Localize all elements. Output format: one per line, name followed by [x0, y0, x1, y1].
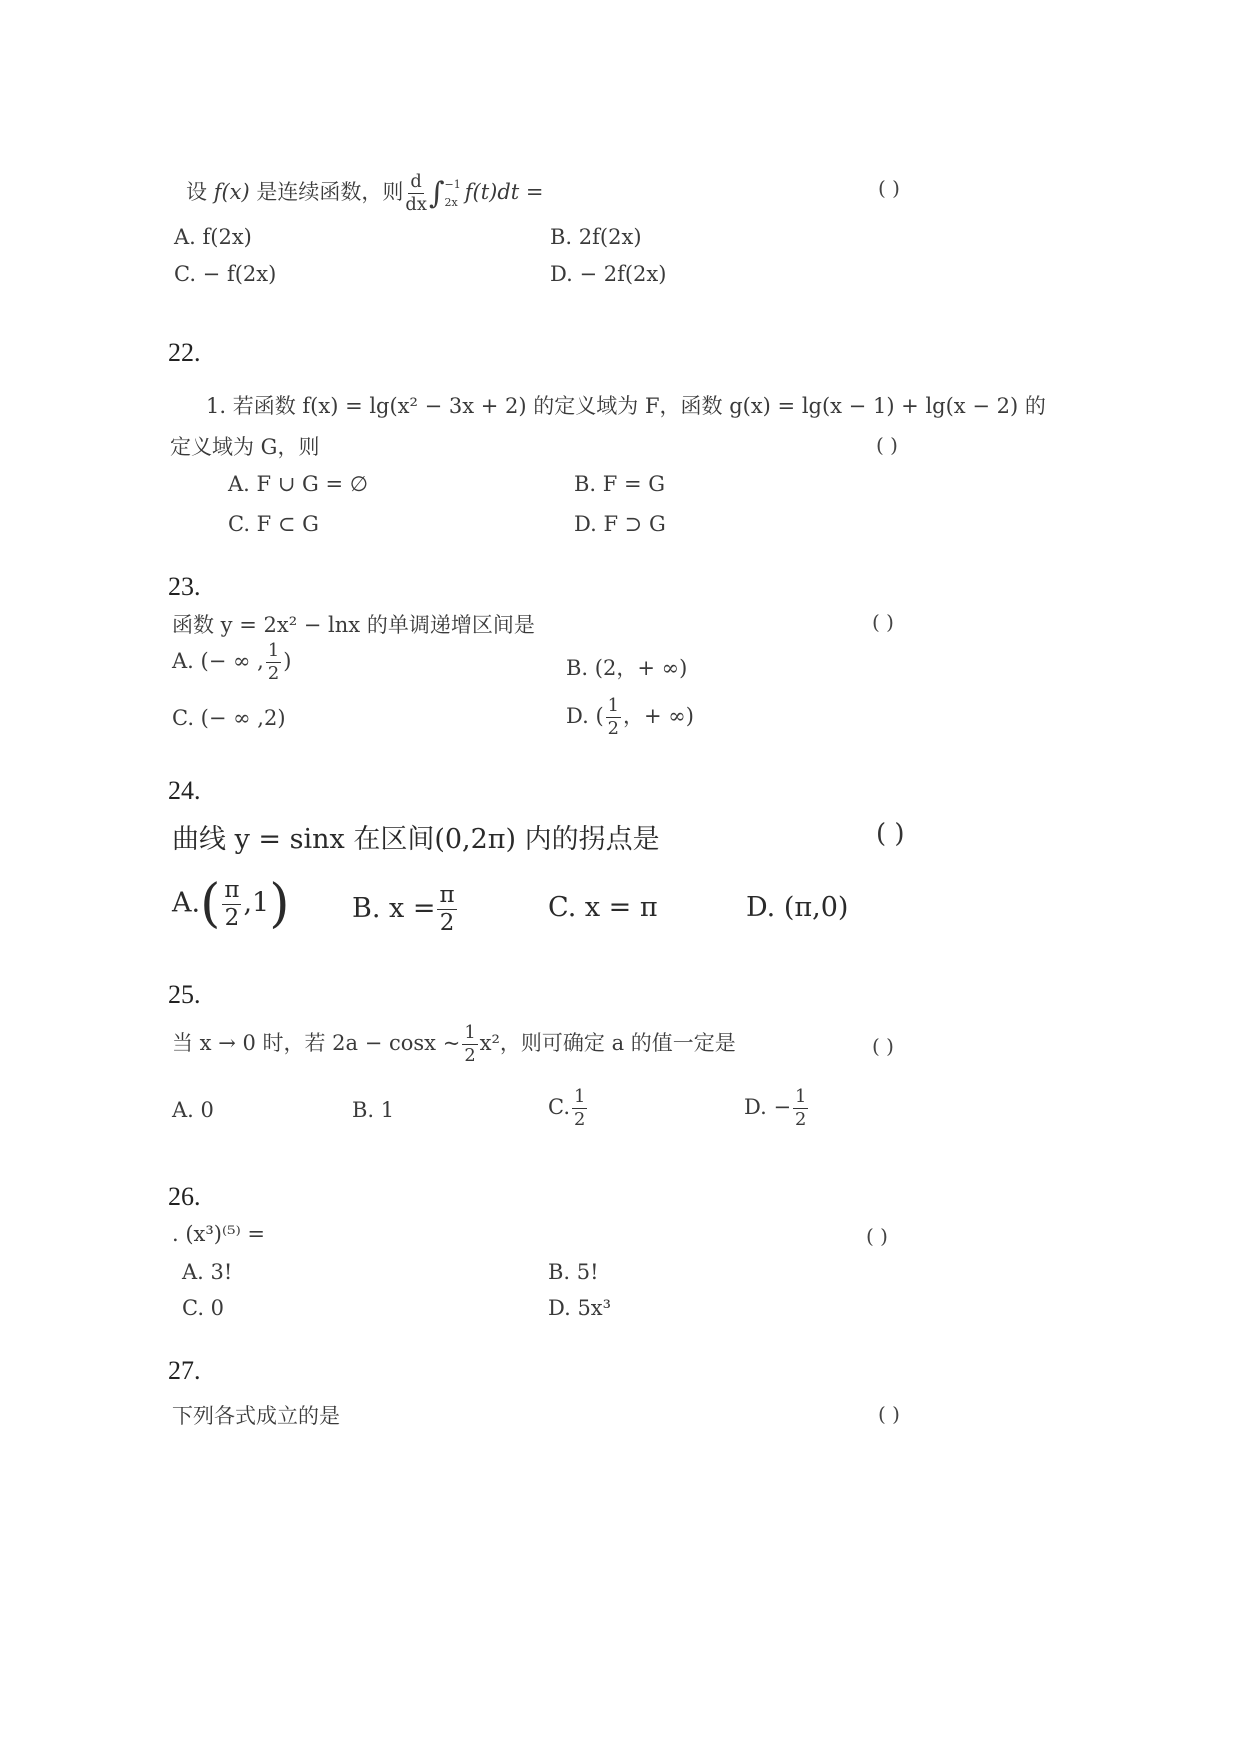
q26-stem: . (x³)⁽⁵⁾ =	[172, 1222, 266, 1246]
q21-integral-limits	[445, 176, 461, 211]
q22-option-b: B. F = G	[574, 472, 666, 496]
q23-option-a-fraction	[266, 642, 281, 683]
q22-option-a: A. F ∪ G = ∅	[228, 472, 369, 496]
q24-option-c: C. x = π	[548, 892, 658, 923]
q21-option-b: B. 2f(2x)	[550, 225, 642, 249]
q25-stem-num: 1	[464, 1022, 476, 1043]
q26-answer-paren: ( )	[866, 1224, 888, 1248]
q24-option-a-lparen: (	[200, 874, 221, 934]
q25-option-b: B. 1	[352, 1098, 395, 1122]
q24-option-a-rparen: )	[269, 874, 290, 934]
q23-option-d-prefix: D. (	[566, 703, 604, 728]
q23-option-d-fraction	[606, 697, 621, 738]
q21-option-d: D. − 2f(2x)	[550, 262, 667, 286]
q24-option-a	[172, 874, 290, 934]
integral-sign-icon: ∫	[428, 176, 445, 211]
q23-option-c: C. (− ∞ ,2)	[172, 706, 286, 730]
q25-option-c-num: 1	[574, 1086, 586, 1107]
q24-option-b	[352, 884, 459, 935]
q25-answer-paren: ( )	[872, 1034, 894, 1058]
q24-option-a-num: π	[224, 876, 240, 903]
q24-option-b-fraction	[437, 884, 456, 935]
q25-stem-den: 2	[464, 1044, 476, 1066]
q23-option-d-suffix: ，+ ∞)	[623, 703, 694, 728]
q25-stem-suffix: x²，则可确定 a 的值一定是	[479, 1030, 736, 1055]
q21-answer-paren: ( )	[878, 176, 900, 200]
q22-answer-paren: ( )	[876, 433, 898, 457]
q23-option-a-prefix: A. (− ∞ ,	[172, 648, 264, 673]
q23-option-d	[566, 697, 694, 738]
q22-stem-line2: 定义域为 G，则	[170, 435, 320, 459]
q21-lower-limit: 2x	[444, 195, 458, 209]
q21-stem-prefix: 设	[186, 180, 214, 204]
q21-derivative-fraction	[405, 173, 427, 214]
q24-option-d: D. (π,0)	[746, 892, 849, 923]
q25-option-c-den: 2	[574, 1108, 586, 1130]
q25-option-c-prefix: C.	[548, 1094, 570, 1119]
q25-stem-fraction	[462, 1024, 477, 1065]
q26-option-a: A. 3!	[182, 1260, 233, 1284]
q22-option-d: D. F ⊃ G	[574, 512, 666, 536]
q24-option-b-prefix: B. x =	[352, 892, 436, 924]
q24-option-a-tail: ,1	[243, 887, 270, 919]
q23-option-a-num: 1	[267, 640, 280, 661]
q27-answer-paren: ( )	[878, 1402, 900, 1426]
q23-option-d-num: 1	[607, 695, 619, 716]
q25-option-d	[744, 1088, 810, 1129]
q21-option-a: A. f(2x)	[174, 225, 252, 249]
q25-option-c	[548, 1088, 589, 1129]
q23-option-b: B. (2，+ ∞)	[566, 656, 688, 680]
q27-number: 27.	[168, 1356, 201, 1385]
q24-answer-paren: ( )	[876, 819, 905, 849]
q23-option-a-den: 2	[267, 662, 280, 684]
q25-number: 25.	[168, 980, 201, 1009]
q24-option-a-prefix: A.	[172, 887, 201, 919]
q21-option-c: C. − f(2x)	[174, 262, 277, 286]
q23-stem: 函数 y = 2x² − lnx 的单调递增区间是	[172, 613, 535, 637]
q24-option-a-den: 2	[224, 904, 240, 931]
q21-stem-mid: 是连续函数，则	[249, 180, 404, 204]
q21-stem	[186, 172, 544, 214]
q23-option-a	[172, 642, 291, 683]
q25-stem-prefix: 当 x → 0 时，若 2a − cosx ~	[172, 1030, 461, 1055]
q25-option-d-prefix: D. −	[744, 1094, 792, 1119]
q25-option-d-den: 2	[795, 1108, 807, 1130]
q26-option-c: C. 0	[182, 1296, 225, 1320]
q24-option-a-fraction	[222, 876, 241, 931]
q24-stem: 曲线 y = sinx 在区间(0,2π) 内的拐点是	[172, 824, 660, 855]
q25-option-a: A. 0	[172, 1098, 214, 1122]
q25-stem	[172, 1024, 736, 1065]
q23-option-d-den: 2	[607, 717, 619, 739]
q26-option-b: B. 5!	[548, 1260, 599, 1284]
q25-option-d-num: 1	[795, 1086, 807, 1107]
q26-number: 26.	[168, 1182, 201, 1211]
q21-d-denominator: dx	[405, 194, 427, 215]
q24-number: 24.	[168, 776, 201, 805]
q21-integrand: f(t)dt =	[464, 180, 544, 204]
q23-number: 23.	[168, 572, 201, 601]
q24-option-b-den: 2	[439, 909, 455, 936]
q21-upper-limit: −1	[444, 177, 461, 191]
q24-option-b-num: π	[439, 882, 455, 908]
q22-option-c: C. F ⊂ G	[228, 512, 319, 536]
q22-number: 22.	[168, 338, 201, 367]
q23-option-a-suffix: )	[283, 648, 292, 673]
q25-option-d-fraction	[793, 1088, 808, 1129]
q23-answer-paren: ( )	[872, 610, 894, 634]
q25-option-c-fraction	[572, 1088, 587, 1129]
q26-option-d: D. 5x³	[548, 1296, 612, 1320]
q21-d-numerator: d	[410, 171, 422, 193]
q22-stem-line1: 1. 若函数 f(x) = lg(x² − 3x + 2) 的定义域为 F，函数 g(x) = lg(x − 1) + lg(x − 2) 的	[206, 394, 1046, 418]
q21-stem-fx: f(x)	[213, 180, 250, 204]
q27-stem: 下列各式成立的是	[172, 1404, 340, 1428]
